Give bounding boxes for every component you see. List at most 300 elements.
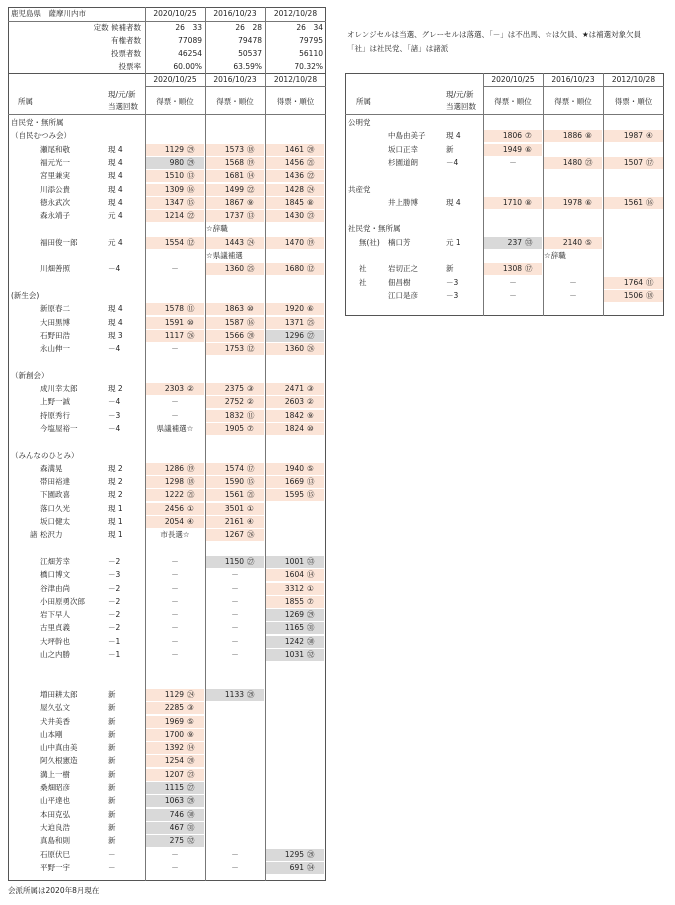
candidate-status: －4	[108, 397, 121, 407]
candidate-name: 宮里兼実	[40, 171, 70, 181]
cell-text: －	[509, 290, 517, 300]
candidate-name: 橋口博文	[40, 570, 70, 580]
candidate-status: 現 4	[446, 197, 461, 207]
candidate-name: 森永靖子	[40, 211, 70, 221]
candidate-status: －4	[446, 157, 459, 167]
vote-count: 1129	[164, 144, 184, 154]
vote-count: 1573	[224, 144, 244, 154]
group-label: 自民党・無所属	[11, 118, 64, 127]
cell-text: －	[171, 583, 179, 593]
vote-rank: ㉘	[247, 689, 255, 699]
col-status-2: 当選回数	[108, 102, 138, 111]
vote-rank: ⑱	[187, 477, 195, 487]
candidate-name: 永山伸一	[40, 344, 70, 354]
candidate-status: 新	[446, 144, 454, 154]
vote-count: 1578	[164, 304, 184, 314]
candidate-status: 現 4	[108, 144, 123, 154]
candidate-status: －2	[108, 610, 121, 620]
cell-text: －	[171, 849, 179, 859]
candidate-name: 松沢力	[40, 530, 63, 540]
page-title: 鹿児島県 薩摩川内市	[11, 9, 86, 18]
cell-text: －	[231, 849, 239, 859]
candidate-status: －2	[108, 556, 121, 566]
vote-rank: ㉓	[585, 157, 593, 167]
candidate-status: －4	[108, 344, 121, 354]
cell-text: －	[231, 610, 239, 620]
vote-rank: ㉚	[187, 809, 195, 819]
candidate-status: 新	[108, 743, 116, 753]
vote-rank: ⑩	[307, 423, 314, 433]
group-label: （みんなのひとみ）	[11, 450, 79, 460]
vote-count: 1587	[224, 317, 244, 327]
candidate-status: －2	[108, 623, 121, 633]
vote-count: 1392	[164, 743, 184, 753]
vote-count: 1347	[164, 197, 184, 207]
stat-value: 77089	[178, 36, 202, 45]
candidate-name: 平野一宇	[40, 862, 70, 872]
vote-rank: ③	[187, 703, 194, 713]
candidate-status: 現 2	[108, 490, 123, 500]
vote-rank: ⑤	[187, 716, 194, 726]
vote-rank: ①	[247, 503, 254, 513]
vote-rank: ⑰	[247, 463, 255, 473]
vote-rank: ⑫	[247, 344, 255, 354]
vote-count: 1298	[164, 477, 184, 487]
vote-rank: ⑦	[525, 131, 532, 141]
vote-rank: ㉑	[187, 490, 195, 500]
group-label: 社民党・無所属	[348, 224, 401, 234]
cell-text: －	[231, 650, 239, 659]
vote-rank: ①	[187, 503, 194, 513]
candidate-status: －3	[446, 290, 459, 300]
vote-count: 2375	[224, 384, 244, 393]
vote-count: 1506	[623, 290, 643, 300]
vote-count: 1286	[164, 463, 184, 473]
vote-rank: ⑬	[307, 477, 315, 487]
vote-count: 1507	[623, 157, 643, 167]
vote-rank: ㉗	[187, 783, 195, 792]
vote-count: 1428	[284, 184, 304, 194]
vote-rank: ㉔	[247, 237, 255, 247]
stat-label: 投票者数	[111, 49, 141, 58]
candidate-status: 現 2	[108, 463, 123, 473]
candidate-status: 現 2	[108, 477, 123, 487]
side-date-2016: 2016/10/23	[551, 75, 595, 84]
vote-rank: ⑮	[187, 197, 195, 207]
cell-text: －	[231, 583, 239, 593]
cell-text: 市長選☆	[160, 530, 190, 540]
date-2020: 2020/10/25	[153, 9, 197, 18]
vote-rank: ⑲	[247, 157, 255, 167]
col-status-1: 現/元/新	[108, 90, 136, 99]
vote-rank: ⑦	[247, 423, 254, 433]
vote-count: 1480	[562, 157, 582, 167]
candidate-status: 新	[108, 756, 116, 766]
candidate-status: －2	[108, 596, 121, 606]
vote-count: 1568	[224, 157, 244, 167]
candidate-name: 大田黒博	[40, 317, 70, 327]
candidate-status: 新	[108, 729, 116, 739]
party-prefix: 社	[359, 264, 367, 274]
cell-note: ☆辞職	[544, 251, 566, 260]
candidate-name: 森満晃	[40, 463, 63, 473]
side-col-status-1: 現/元/新	[446, 90, 474, 99]
stat-value: 60.00%	[173, 62, 202, 71]
legend-line-1: オレンジセルは当選、グレーセルは落選、「－」は不出馬、☆は欠員、★は補選対象欠員	[347, 30, 642, 39]
vote-rank: ②	[307, 397, 314, 407]
vote-count: 1510	[164, 171, 184, 181]
candidate-name: 坂口正幸	[388, 144, 418, 154]
cell-text: －	[171, 610, 179, 620]
vote-rank: ⑪	[247, 410, 255, 420]
candidate-name: 中島由美子	[388, 131, 426, 141]
candidate-status: 元 4	[108, 237, 123, 247]
candidate-status: 新	[108, 716, 116, 726]
candidate-name: 落口久光	[40, 503, 70, 513]
vote-count: 1680	[284, 264, 304, 274]
candidate-status: －4	[108, 264, 121, 274]
candidate-status: 現 4	[108, 197, 123, 207]
candidate-name: 溝上一樹	[40, 769, 70, 779]
candidate-name: 井上勝博	[388, 197, 418, 207]
vote-rank: ㉜	[307, 650, 315, 659]
vote-rank: ㉑	[307, 157, 315, 167]
candidate-status: 元 4	[108, 211, 123, 221]
vote-count: 1222	[164, 490, 184, 500]
vote-count: 1949	[502, 144, 522, 154]
date-2016: 2016/10/23	[213, 9, 257, 18]
candidate-status: －3	[108, 410, 121, 420]
vote-count: 1133	[224, 689, 244, 699]
cell-text: －	[171, 556, 179, 566]
vote-count: 1430	[284, 211, 304, 221]
vote-count: 1267	[224, 530, 244, 540]
vote-rank: ㉙	[187, 144, 195, 154]
vote-count: 1824	[284, 423, 304, 433]
vote-rank: ⑨	[247, 197, 254, 207]
vote-count: 1590	[224, 477, 244, 487]
stat-value: 63.59%	[233, 62, 262, 71]
vote-count: 1681	[224, 171, 244, 181]
candidate-name: 屋久弘文	[40, 703, 70, 713]
candidate-status: －	[108, 849, 116, 859]
candidate-status: －1	[108, 650, 121, 659]
candidate-name: 江口是彦	[388, 290, 418, 300]
vote-rank: ㉕	[307, 317, 315, 327]
side-date-2020: 2020/10/25	[491, 75, 535, 84]
vote-rank: ⑰	[646, 157, 654, 167]
candidate-status: －	[108, 862, 116, 872]
vote-count: 1207	[164, 769, 184, 779]
vote-rank: ⑧	[307, 197, 314, 207]
vote-rank: ⑳	[307, 144, 315, 154]
candidate-name: 川畑善照	[40, 264, 70, 274]
candidate-status: 現 2	[108, 384, 123, 393]
cell-text: 県議補選☆	[156, 423, 194, 433]
vote-rank: ⑫	[307, 264, 315, 274]
vote-rank: ⑪	[187, 304, 195, 314]
vote-rank: ㉒	[247, 184, 255, 194]
group-label: (新生会)	[11, 290, 40, 300]
vote-count: 1309	[164, 184, 184, 194]
vote-rank: ⑩	[247, 304, 254, 314]
vote-count: 1604	[284, 570, 304, 580]
vote-rank: ⑯	[187, 184, 195, 194]
vote-rank: ④	[247, 517, 254, 526]
vote-rank: ⑳	[187, 756, 195, 766]
candidate-name: 岩下早人	[40, 610, 70, 620]
party-prefix: 社	[359, 277, 367, 287]
cell-text: －	[171, 623, 179, 633]
vote-rank: ②	[247, 397, 254, 407]
candidate-status: 新	[446, 264, 454, 274]
vote-rank: ⑱	[247, 144, 255, 154]
vote-count: 691	[289, 862, 304, 872]
candidate-name: 上野一誠	[40, 397, 70, 407]
vote-count: 1905	[224, 423, 244, 433]
stat-label: 定数 候補者数	[93, 23, 141, 32]
col-affiliation: 所属	[18, 97, 33, 106]
vote-count: 1031	[284, 650, 304, 659]
cell-text: －	[569, 277, 577, 287]
candidate-name: 福元光一	[40, 157, 70, 167]
vote-count: 1242	[284, 636, 304, 646]
vote-count: 1855	[284, 596, 304, 606]
stat-value: 70.32%	[294, 62, 323, 71]
candidate-name: 持原秀行	[40, 410, 70, 420]
vote-count: 3501	[224, 503, 244, 513]
candidate-status: 新	[108, 689, 116, 699]
vote-rank: ㉘	[307, 849, 315, 859]
vote-rank: ⑧	[525, 197, 532, 207]
vote-count: 1574	[224, 463, 244, 473]
cell-text: －	[171, 344, 179, 354]
main-date-2020: 2020/10/25	[153, 75, 197, 84]
vote-rank: ⑮	[307, 490, 315, 500]
candidate-status: －4	[108, 423, 121, 433]
vote-rank: ㉜	[187, 836, 195, 846]
cell-text: －	[171, 862, 179, 872]
candidate-name: 谷津由尚	[40, 583, 70, 593]
vote-count: 1595	[284, 490, 304, 500]
vote-rank: ⑩	[187, 317, 194, 327]
candidate-name: 成川幸太郎	[40, 384, 78, 393]
cell-text: －	[171, 570, 179, 580]
candidate-status: －3	[446, 277, 459, 287]
vote-count: 1295	[284, 849, 304, 859]
vote-rank: ④	[187, 517, 194, 526]
vote-count: 2140	[562, 237, 582, 247]
vote-rank: ㉑	[247, 490, 255, 500]
vote-count: 1165	[284, 623, 304, 633]
vote-count: 1845	[284, 197, 304, 207]
vote-count: 1269	[284, 610, 304, 620]
vote-count: 2456	[164, 503, 184, 513]
candidate-name: 徳永武次	[40, 197, 70, 207]
vote-rank: ㉒	[307, 171, 315, 181]
vote-count: 746	[169, 809, 184, 819]
vote-rank: ⑬	[187, 171, 195, 181]
vote-rank: ⑱	[646, 290, 654, 300]
vote-rank: ⑬	[247, 211, 255, 221]
vote-count: 1554	[164, 237, 184, 247]
vote-count: 1470	[284, 237, 304, 247]
candidate-status: 現 4	[108, 317, 123, 327]
vote-count: 1360	[284, 344, 304, 354]
vote-rank: ⑤	[585, 237, 592, 247]
vote-rank: ㉖	[187, 330, 195, 340]
candidate-status: 元 1	[446, 237, 461, 247]
candidate-name: 犬井美香	[40, 716, 70, 726]
candidate-name: 山本剛	[40, 729, 63, 739]
candidate-name: 山平達也	[40, 796, 70, 806]
candidate-name: 石野田浩	[40, 330, 70, 340]
vote-count: 467	[169, 822, 184, 832]
vote-count: 1669	[284, 477, 304, 487]
vote-count: 2285	[164, 703, 184, 713]
candidate-status: 現 4	[108, 171, 123, 181]
cell-text: －	[171, 410, 179, 420]
vote-rank: ㉔	[187, 689, 195, 699]
vote-count: 3312	[284, 583, 304, 593]
vote-rank: ㉔	[307, 184, 315, 194]
vote-count: 2471	[284, 384, 304, 393]
vote-count: 275	[169, 836, 184, 846]
candidate-status: 現 4	[446, 131, 461, 141]
candidate-name: 杉園道朗	[388, 157, 418, 167]
vote-rank: ①	[307, 583, 314, 593]
vote-rank: ⑥	[585, 197, 592, 207]
candidate-name: 瀬尾和敬	[40, 144, 70, 154]
candidate-name: 福田俊一郎	[40, 237, 78, 247]
col-votes-2020: 得票・順位	[156, 97, 194, 106]
stat-label: 投票率	[118, 62, 141, 71]
vote-rank: ㉚	[307, 636, 315, 646]
party-prefix: 諸	[30, 530, 38, 540]
vote-count: 1001	[284, 556, 304, 566]
vote-rank: ㉒	[187, 211, 195, 221]
vote-count: 1832	[224, 410, 244, 420]
vote-count: 2054	[164, 517, 184, 526]
candidate-name: 山中真由美	[40, 743, 78, 753]
candidate-status: 現 4	[108, 157, 123, 167]
candidate-status: 現 1	[108, 503, 123, 513]
candidate-status: 現 4	[108, 304, 123, 314]
vote-count: 1969	[164, 716, 184, 726]
vote-count: 1591	[164, 317, 184, 327]
vote-rank: ⑲	[187, 463, 195, 473]
vote-count: 1129	[164, 689, 184, 699]
candidate-status: 新	[108, 769, 116, 779]
vote-count: 1920	[284, 304, 304, 314]
vote-rank: ⑭	[187, 743, 195, 753]
vote-rank: ㉞	[307, 862, 315, 872]
vote-rank: ㉖	[307, 344, 315, 354]
candidate-name: 桑畑昭彦	[40, 783, 70, 792]
candidate-name: 岩切正之	[388, 264, 418, 274]
vote-count: 1842	[284, 410, 304, 420]
vote-count: 1753	[224, 344, 244, 354]
cell-text: －	[171, 264, 179, 274]
cell-text: －	[171, 650, 179, 659]
vote-count: 1710	[502, 197, 522, 207]
legend-line-2: 「社」は社民党、「諸」は諸派	[347, 44, 449, 53]
candidate-name: 下園政喜	[40, 490, 70, 500]
vote-rank: ⑧	[585, 131, 592, 141]
vote-count: 1863	[224, 304, 244, 314]
main-date-2016: 2016/10/23	[213, 75, 257, 84]
cell-text: －	[171, 636, 179, 646]
vote-rank: ⑨	[187, 729, 194, 739]
candidate-name: 阿久根憲造	[40, 756, 78, 766]
vote-rank: ⑦	[307, 596, 314, 606]
vote-count: 1254	[164, 756, 184, 766]
vote-rank: ⑯	[247, 317, 255, 327]
candidate-status: 現 1	[108, 517, 123, 526]
vote-rank: ㉓	[307, 211, 315, 221]
vote-count: 980	[169, 157, 184, 167]
vote-rank: ④	[646, 131, 653, 141]
group-label: （自民むつみ会）	[11, 131, 71, 141]
side-col-votes-2012: 得票・順位	[614, 97, 653, 106]
vote-count: 1371	[284, 317, 304, 327]
candidate-name: 帯田裕達	[40, 477, 70, 487]
vote-count: 1150	[224, 556, 244, 566]
vote-rank: ③	[307, 384, 314, 393]
vote-count: 1296	[284, 330, 304, 340]
vote-rank: ⑨	[307, 410, 314, 420]
candidate-name: 大迫良浩	[40, 822, 70, 832]
vote-rank: ⑭	[307, 570, 315, 580]
vote-count: 1115	[164, 783, 184, 792]
vote-count: 1461	[284, 144, 304, 154]
side-col-votes-2016: 得票・順位	[554, 97, 592, 106]
cell-text: －	[171, 397, 179, 407]
stat-value: 26 28	[235, 23, 262, 32]
vote-rank: ㉗	[247, 556, 255, 566]
cell-text: －	[509, 157, 517, 167]
candidate-status: －2	[108, 583, 121, 593]
vote-rank: ㉘	[187, 796, 195, 806]
cell-text: －	[231, 862, 239, 872]
vote-rank: ㉛	[307, 623, 315, 633]
candidate-status: 現 3	[108, 330, 123, 340]
vote-count: 1700	[164, 729, 184, 739]
candidate-name: 真島和則	[40, 836, 70, 846]
cell-text: －	[231, 623, 239, 633]
vote-rank: ⑤	[307, 463, 314, 473]
party-prefix: 無(社)	[359, 237, 380, 247]
candidate-name: 新原春二	[40, 304, 70, 314]
vote-rank: ㉕	[247, 264, 255, 274]
vote-count: 1117	[164, 330, 184, 340]
main-date-2012: 2012/10/28	[273, 75, 318, 84]
cell-text: －	[231, 596, 239, 606]
vote-count: 1737	[224, 211, 244, 221]
candidate-name: 本田克弘	[40, 809, 70, 819]
date-2012: 2012/10/28	[273, 9, 318, 18]
candidate-status: －3	[108, 570, 121, 580]
vote-rank: ②	[187, 384, 194, 393]
vote-count: 1561	[623, 197, 643, 207]
vote-count: 1806	[502, 131, 522, 141]
candidate-status: 新	[108, 809, 116, 819]
vote-rank: ⑥	[307, 304, 314, 314]
vote-count: 1566	[224, 330, 244, 340]
candidate-name: 江畑芳幸	[40, 556, 70, 566]
vote-rank: ㉝	[307, 556, 315, 566]
candidate-status: 新	[108, 703, 116, 713]
